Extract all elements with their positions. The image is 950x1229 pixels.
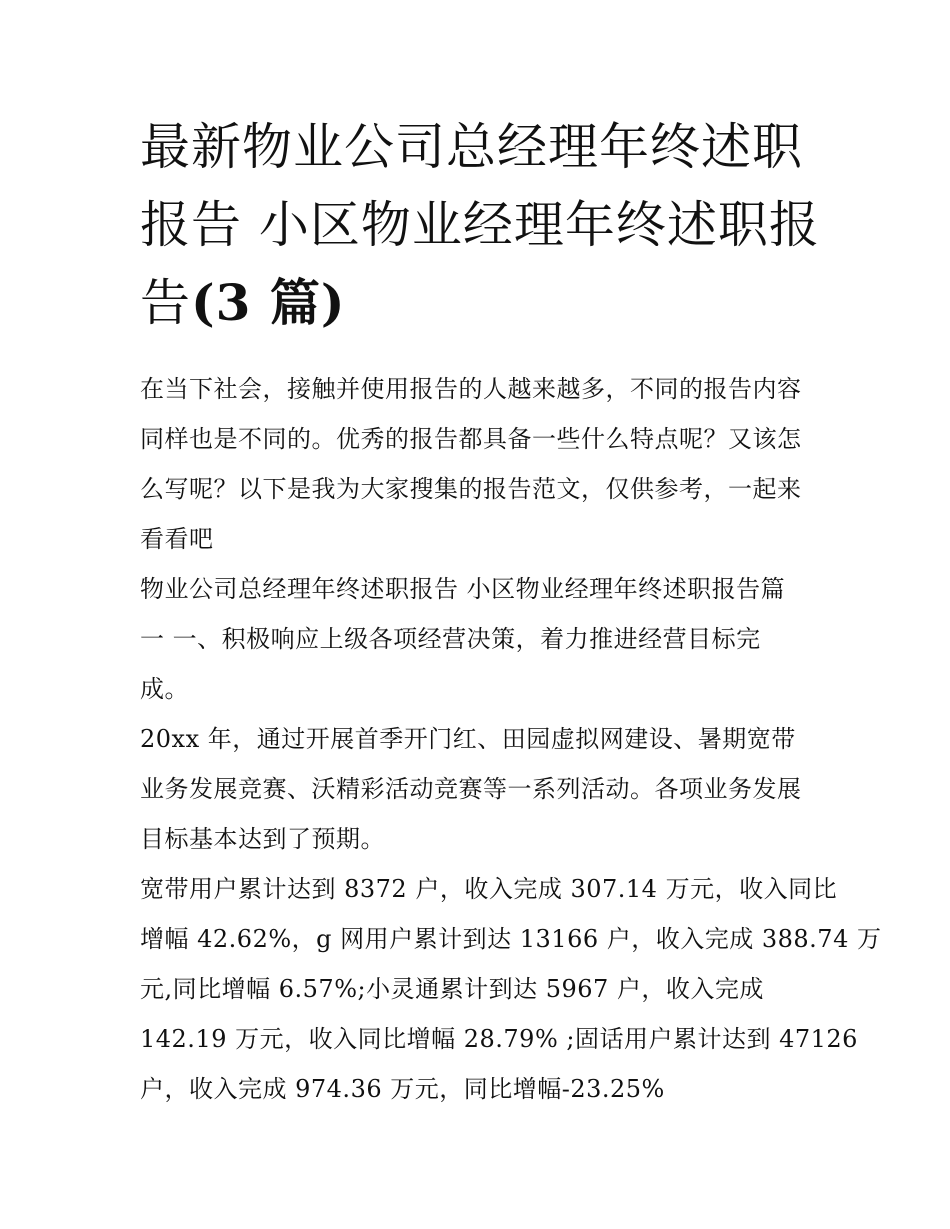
text-line: 看看吧 [140,525,214,553]
text-line: 目标基本达到了预期。 [140,825,385,853]
text-line: 业务发展竞赛、沃精彩活动竞赛等一系列活动。各项业务发展 [140,775,802,803]
text-line: 宽带用户累计达到 8372 户，收入完成 307.14 万元，收入同比 [140,875,838,903]
paragraph-intro [140,364,820,564]
title-count: (3 篇) [191,273,346,332]
paragraph-activities [140,714,820,864]
text-line: 成。 [140,675,189,703]
document-page [140,108,882,1114]
text-line: 户，收入完成 974.36 万元，同比增幅-23.25% [140,1075,665,1103]
title-line: 最新物业公司总经理年终述职 [140,118,803,176]
title-line-text: 告 [140,274,191,332]
text-line: 142.19 万元，收入同比增幅 28.79% ;固话用户累计达到 47126 [140,1025,858,1053]
text-line: 元,同比增幅 6.57%;小灵通累计到达 5967 户，收入完成 [140,975,764,1003]
title-line: 报告 小区物业经理年终述职报 [140,196,820,254]
paragraph-statistics [140,864,882,1114]
text-line: 增幅 42.62%，g 网用户累计到达 13166 户，收入完成 388.74 万 [140,925,882,953]
title-line [140,264,820,342]
text-line: 一 一、积极响应上级各项经营决策，着力推进经营目标完 [140,625,761,653]
document-title [140,108,820,342]
text-line: 物业公司总经理年终述职报告 小区物业经理年终述职报告篇 [140,575,786,603]
text-line: 20xx 年，通过开展首季开门红、田园虚拟网建设、暑期宽带 [140,725,796,753]
document-body [140,364,882,1114]
text-line: 在当下社会，接触并使用报告的人越来越多，不同的报告内容 [140,375,802,403]
text-line: 同样也是不同的。优秀的报告都具备一些什么特点呢？又该怎 [140,425,802,453]
paragraph-section-heading [140,564,820,714]
text-line: 么写呢？以下是我为大家搜集的报告范文，仅供参考，一起来 [140,475,802,503]
